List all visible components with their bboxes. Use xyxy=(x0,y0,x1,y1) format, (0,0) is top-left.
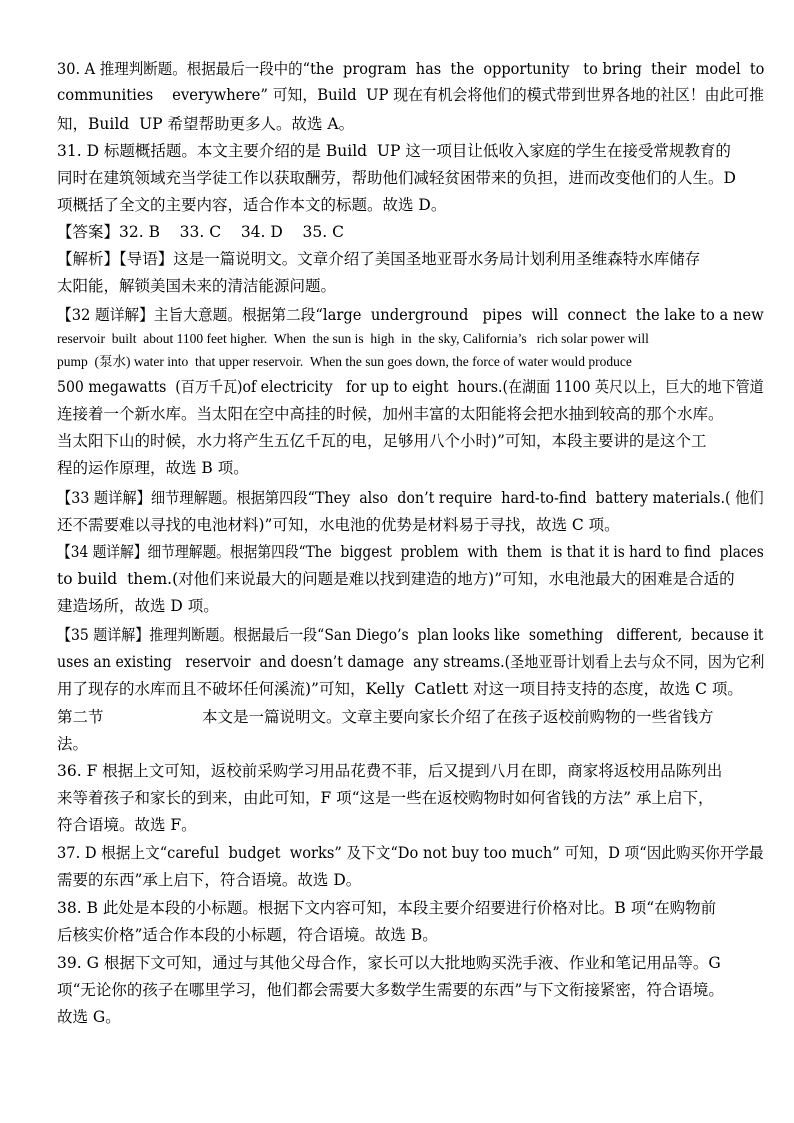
text-line: 【34 题详解】细节理解题。根据第四段“The biggest problem with them is that it is hard to find places xyxy=(57,543,764,561)
text-line: 项“无论你的孩子在哪里学习，他们都会需要大多数学生需要的东西”与下文衔接紧密，符合语境。 xyxy=(57,981,724,999)
text-line: 【32 题详解】主旨大意题。根据第二段“large underground pipes will connect the lake to a new xyxy=(57,306,764,324)
text-line: 知，Build UP 希望帮助更多人。故选 A。 xyxy=(57,115,355,133)
text-line: 【解析】【导语】这是一篇说明文。文章介绍了美国圣地亚哥水务局计划利用圣维森特水库储存 xyxy=(57,250,701,268)
text-line: 用了现存的水库而且不破坏任何溪流)”可知，Kelly Catlett 对这一项目持支持的态度，故选 C 项。 xyxy=(57,680,743,698)
text-line: 31. D 标题概括题。本文主要介绍的是 Build UP 这一项目让低收入家庭的学生在接受常规教育的 xyxy=(57,142,731,160)
text-line: 程的运作原理，故选 B 项。 xyxy=(57,459,249,477)
text-line: communities everywhere” 可知，Build UP 现在有机会将他们的模式带到世界各地的社区！由此可推 xyxy=(57,86,764,104)
text-line: 39. G 根据下文可知，通过与其他父母合作，家长可以大批地购买洗手液、作业和笔记用品等。G xyxy=(57,954,721,972)
text-line: 37. D 根据上文“careful budget works” 及下文“Do not buy too much” 可知，D 项“因此购买你开学最 xyxy=(57,844,764,862)
text-line: 太阳能，解锁美国未来的清洁能源问题。 xyxy=(57,277,337,295)
text-line: 法。 xyxy=(57,735,89,753)
text-line: 30. A 推理判断题。根据最后一段中的“the program has the opportunity to bring their model to xyxy=(57,60,765,78)
section-line: 第二节 本文是一篇说明文。文章主要向家长介绍了在孩子返校前购物的一些省钱方 xyxy=(57,708,714,726)
text-line: 36. F 根据上文可知，返校前采购学习用品花费不菲，后又提到八月在即，商家将返校用品陈列出 xyxy=(57,762,723,780)
text-line: 【33 题详解】细节理解题。根据第四段“They also don’t require hard-to-find battery materials.( 他们 xyxy=(57,489,764,507)
text-line: pump (泵水) water into that upper reservoir. When the sun goes down, the force of water would produce xyxy=(57,354,632,369)
text-line: 故选 G。 xyxy=(57,1008,121,1026)
text-line: 项概括了全文的主要内容，适合作本文的标题。故选 D。 xyxy=(57,196,447,214)
text-line: 还不需要难以寻找的电池材料)”可知，水电池的优势是材料易于寻找，故选 C 项。 xyxy=(57,516,620,534)
text-line: 建造场所，故选 D 项。 xyxy=(57,597,219,615)
text-line: 【35 题详解】推理判断题。根据最后一段“San Diego’s plan looks like something different, because it xyxy=(57,626,764,644)
text-line: 500 megawatts (百万千瓦)of electricity for up to eight hours.(在湖面 1100 英尺以上，巨大的地下管道 xyxy=(57,378,764,396)
text-line: 后核实价格”适合作本段的小标题，符合语境。故选 B。 xyxy=(57,926,438,944)
answer-line: 【答案】32. B 33. C 34. D 35. C xyxy=(57,223,344,241)
text-line: uses an existing reservoir and doesn’t damage any streams.(圣地亚哥计划看上去与众不同，因为它利 xyxy=(57,653,765,671)
text-line: to build them.(对他们来说最大的问题是难以找到建造的地方)”可知，水电池最大的困难是合适的 xyxy=(57,570,735,588)
text-line: 需要的东西”承上启下，符合语境。故选 D。 xyxy=(57,871,362,889)
text-line: 38. B 此处是本段的小标题。根据下文内容可知，本段主要介绍要进行价格对比。B 项“在购物前 xyxy=(57,899,717,917)
text-line: 符合语境。故选 F。 xyxy=(57,816,197,834)
text-line: 同时在建筑领域充当学徒工作以获取酬劳，帮助他们减轻贫困带来的负担，进而改变他们的人生。D xyxy=(57,169,736,187)
text-line: 连接着一个新水库。当太阳在空中高挂的时候，加州丰富的太阳能将会把水抽到较高的那个水库。 xyxy=(57,405,724,423)
text-line: 来等着孩子和家长的到来，由此可知，F 项“这是一些在返校购物时如何省钱的方法” 承上启下， xyxy=(57,789,714,807)
text-line: reservoir built about 1100 feet higher. When the sun is high in the sky, California’s rich solar power will xyxy=(57,331,649,346)
text-line: 当太阳下山的时候，水力将产生五亿千瓦的电，足够用八个小时)”可知，本段主要讲的是这个工 xyxy=(57,432,707,450)
